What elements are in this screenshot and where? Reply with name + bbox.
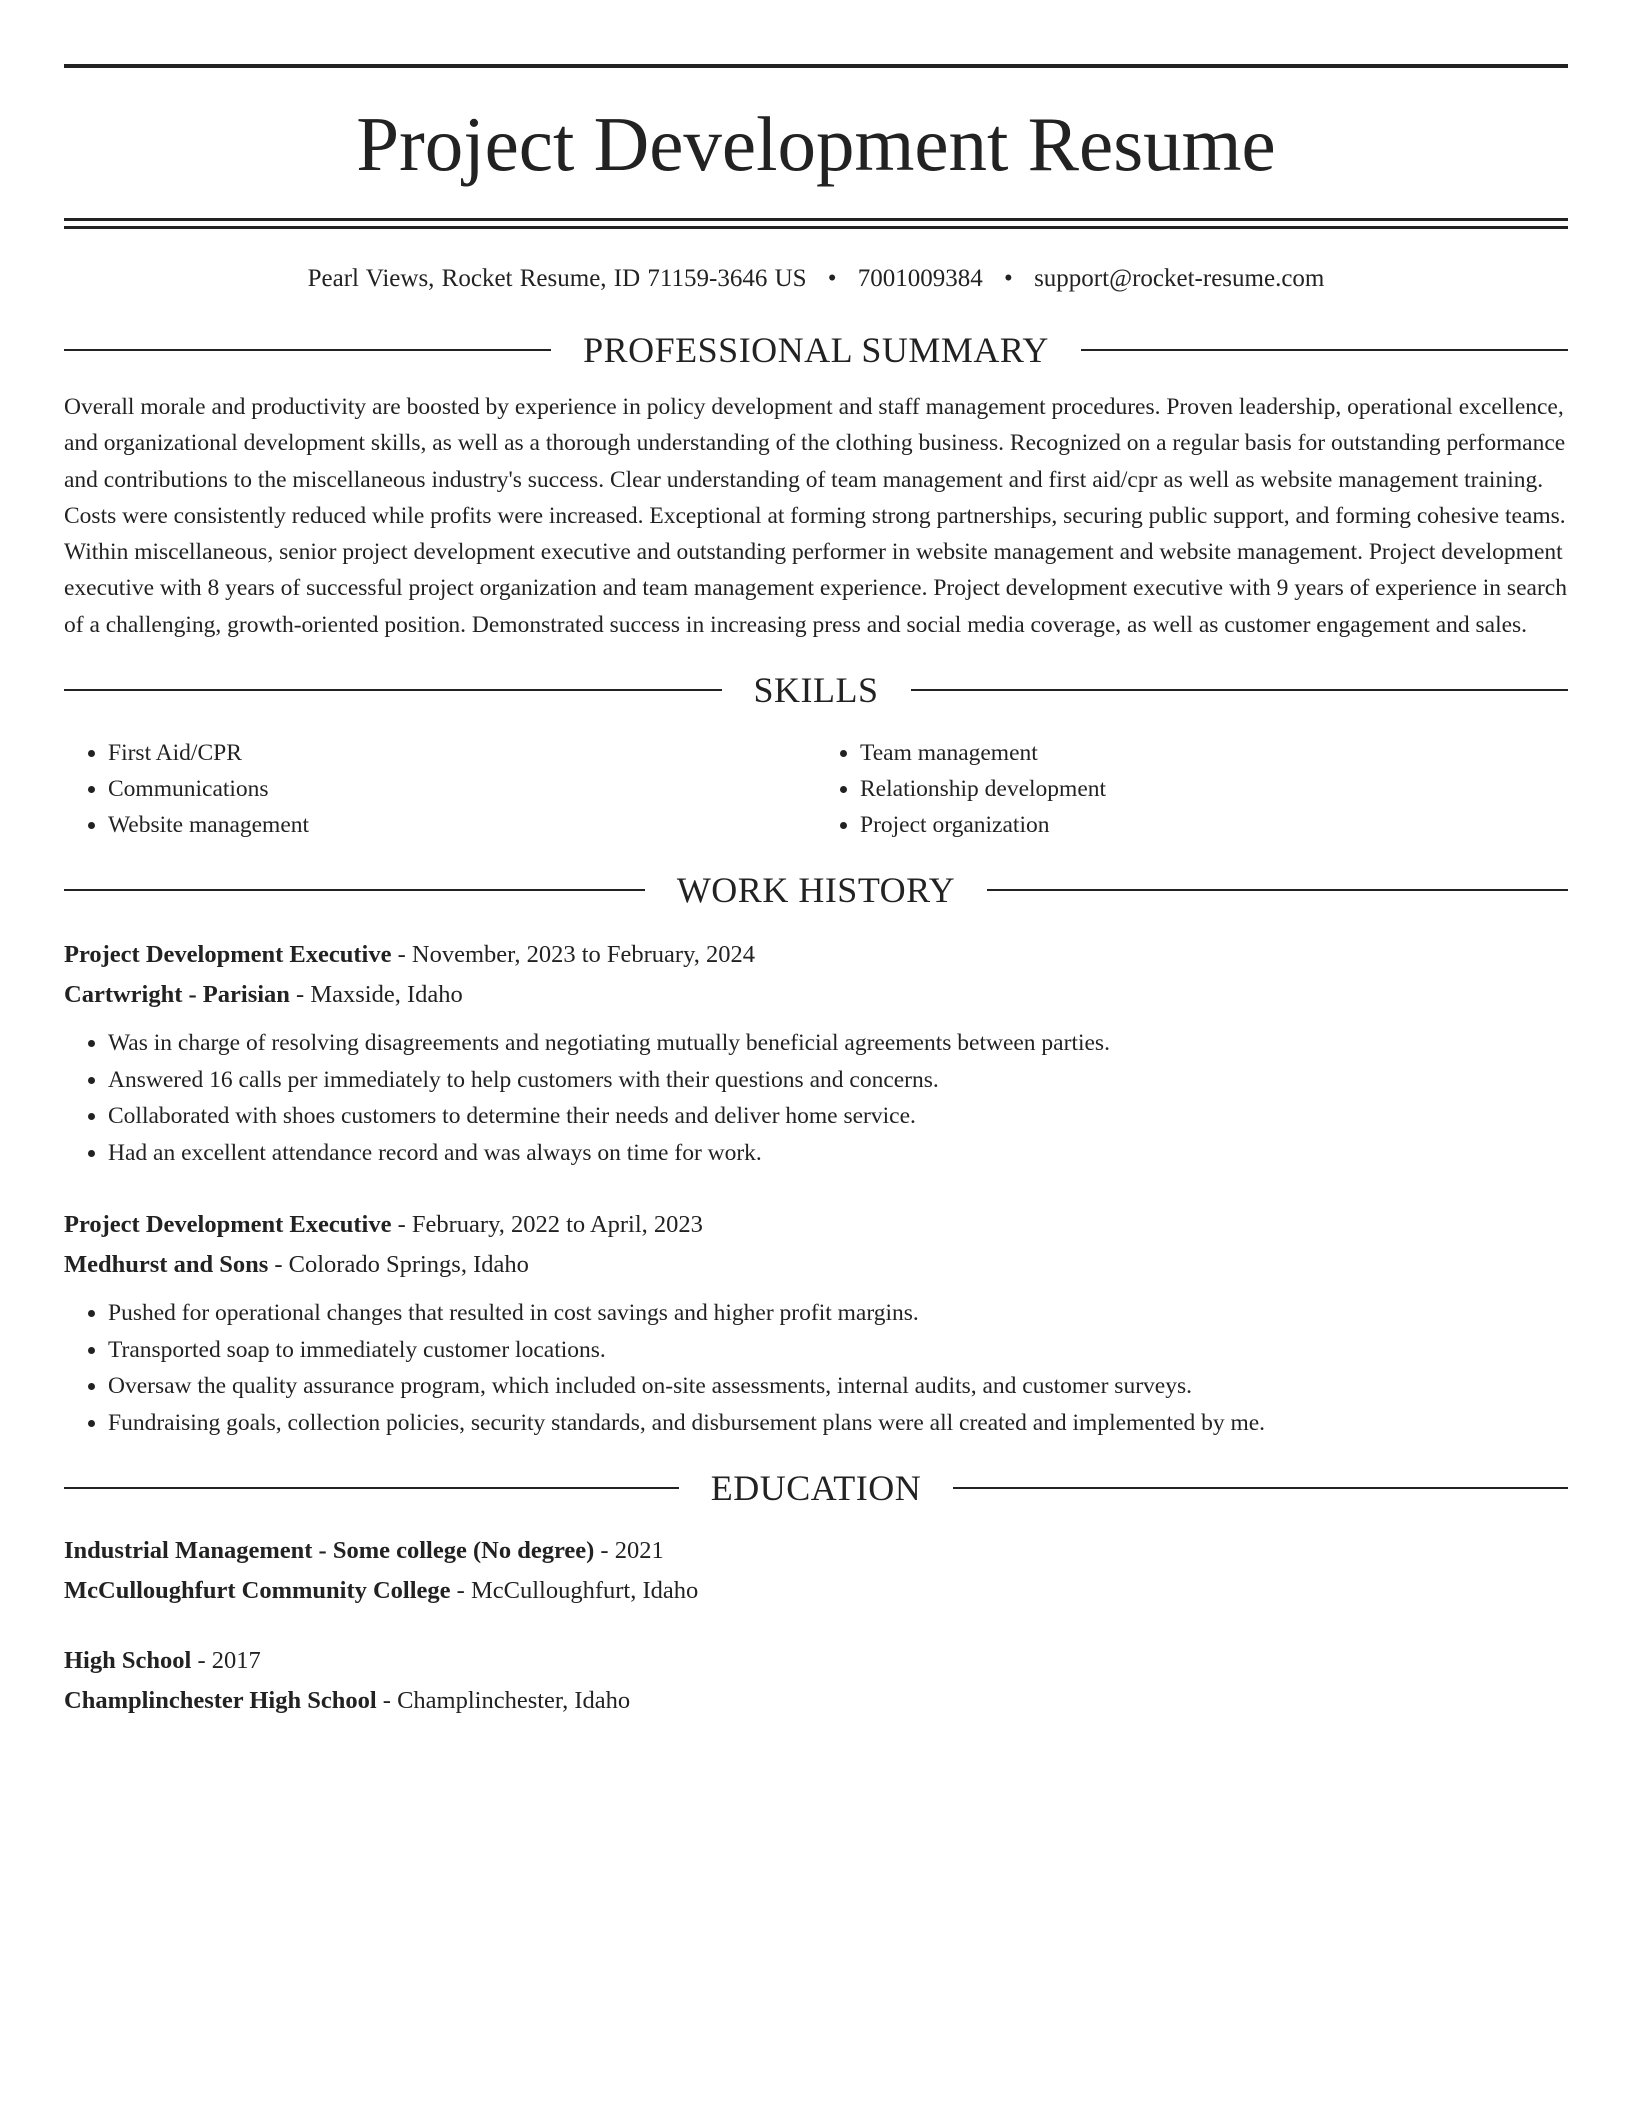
skills-list: [64, 735, 1568, 843]
work-section-heading: [64, 869, 1568, 911]
skill-item: • Relationship development: [860, 771, 1568, 807]
job-title: Project Development Executive: [64, 1211, 392, 1239]
job-title-line: [64, 935, 1568, 975]
education-section-heading: [64, 1467, 1568, 1509]
contact-line: [64, 263, 1568, 295]
job-bullet: • Collaborated with shoes customers to determine their needs and deliver home service.: [108, 1098, 1568, 1135]
skill-item: • Project organization: [860, 807, 1568, 843]
heading-rule: [1081, 349, 1568, 351]
school-location: Champlinchester, Idaho: [397, 1687, 631, 1715]
heading-rule: [64, 1487, 679, 1489]
school-location: McCulloughfurt, Idaho: [470, 1577, 699, 1605]
top-rule: [64, 64, 1568, 68]
school-name: McCulloughfurt Community College: [64, 1577, 451, 1605]
title-double-rule: [64, 218, 1568, 229]
work-entry: [64, 1205, 1568, 1441]
joiner: -: [376, 1687, 398, 1715]
joiner: -: [289, 981, 311, 1009]
joiner: -: [594, 1537, 615, 1565]
contact-phone: 7001009384: [857, 265, 983, 292]
contact-address: Pearl Views, Rocket Resume, ID 71159-3646 US: [307, 265, 807, 292]
degree-year: 2017: [211, 1647, 261, 1675]
contact-separator: •: [827, 265, 837, 292]
job-bullet: • Had an excellent attendance record and was always on time for work.: [108, 1135, 1568, 1172]
joiner: -: [191, 1647, 212, 1675]
skill-item: • Team management: [860, 735, 1568, 771]
job-bullet: • Answered 16 calls per immediately to help customers with their questions and concerns.: [108, 1062, 1568, 1099]
job-bullet: • Transported soap to immediately customer locations.: [108, 1332, 1568, 1369]
skill-item: • Communications: [108, 771, 816, 807]
degree-line: [64, 1641, 1568, 1681]
skill-item: • Website management: [108, 807, 816, 843]
resume-page: [64, 64, 1568, 1721]
job-bullet: • Fundraising goals, collection policies, security standards, and disbursement plans were all created and implemented by me.: [108, 1405, 1568, 1442]
joiner: -: [391, 1211, 412, 1239]
skill-item: • First Aid/CPR: [108, 735, 816, 771]
job-dates: February, 2022 to April, 2023: [411, 1211, 703, 1239]
joiner: -: [450, 1577, 471, 1605]
company-line: [64, 975, 1568, 1015]
school-name: Champlinchester High School: [64, 1687, 377, 1715]
job-bullet: • Was in charge of resolving disagreements and negotiating mutually beneficial agreements between parties.: [108, 1025, 1568, 1062]
professional-summary: Overall morale and productivity are boosted by experience in policy development and staff management procedures. Proven leadership, operational excellence, and organizational development skills, as well as a thorough understanding of the clothing business. Recognized on a regular basis for outstanding performance and contributions to the miscellaneous industry's success. Clear understanding of team management and first aid/cpr as well as website management training. Costs were consistently reduced while profits were increased. Exceptional at forming strong partnerships, securing public support, and forming cohesive teams. Within miscellaneous, senior project development executive and outstanding performer in website management and website management. Project development executive with 8 years of successful project organization and team management experience. Project development executive with 9 years of experience in search of a challenging, growth-oriented position. Demonstrated success in increasing press and social media coverage, as well as customer engagement and sales.: [64, 394, 1567, 638]
company-line: [64, 1245, 1568, 1285]
company-location: Maxside, Idaho: [310, 981, 463, 1009]
job-dates: November, 2023 to February, 2024: [411, 941, 755, 969]
work-heading-label: WORK HISTORY: [676, 870, 956, 911]
heading-rule: [953, 1487, 1568, 1489]
school-line: [64, 1681, 1568, 1721]
summary-heading-label: PROFESSIONAL SUMMARY: [583, 330, 1049, 370]
degree-name: High School: [64, 1647, 192, 1675]
company-name: Cartwright - Parisian: [64, 981, 290, 1009]
degree-line: [64, 1531, 1568, 1571]
heading-rule: [911, 689, 1569, 691]
degree-name: Industrial Management - Some college (No degree): [64, 1537, 595, 1565]
job-bullet: • Oversaw the quality assurance program, which included on-site assessments, internal audits, and customer surveys.: [108, 1368, 1568, 1405]
skills-section-heading: [64, 669, 1568, 711]
company-location: Colorado Springs, Idaho: [288, 1251, 529, 1279]
summary-section-heading: [64, 329, 1568, 371]
contact-separator: •: [1004, 265, 1013, 292]
job-bullets: [64, 1295, 1568, 1441]
contact-email: support@rocket-resume.com: [1034, 265, 1325, 292]
work-entry: [64, 935, 1568, 1171]
joiner: -: [268, 1251, 289, 1279]
education-entry: [64, 1641, 1568, 1721]
joiner: -: [391, 941, 412, 969]
education-heading-label: EDUCATION: [710, 1468, 922, 1509]
company-name: Medhurst and Sons: [64, 1251, 269, 1279]
skills-column-right: [816, 735, 1568, 843]
heading-rule: [64, 349, 551, 351]
job-title: Project Development Executive: [64, 941, 392, 969]
job-bullets: [64, 1025, 1568, 1171]
skills-heading-label: SKILLS: [753, 670, 879, 711]
job-bullet: • Pushed for operational changes that resulted in cost savings and higher profit margins.: [108, 1295, 1568, 1332]
skills-column-left: [64, 735, 816, 843]
job-title-line: [64, 1205, 1568, 1245]
school-line: [64, 1571, 1568, 1611]
resume-title: Project Development Resume: [356, 101, 1276, 187]
heading-rule: [64, 689, 722, 691]
heading-rule: [64, 889, 645, 891]
degree-year: 2021: [614, 1537, 664, 1565]
education-entry: [64, 1531, 1568, 1611]
heading-rule: [987, 889, 1568, 891]
